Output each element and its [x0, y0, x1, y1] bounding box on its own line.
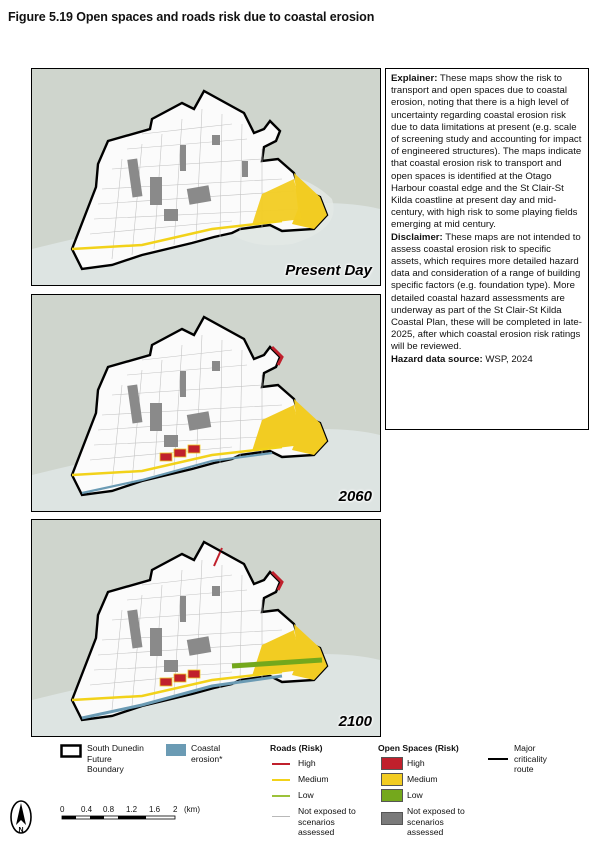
roads-heading: Roads (Risk) [270, 743, 323, 753]
os-none-swatch [381, 812, 403, 825]
os-low-label: Low [407, 790, 423, 800]
scale-tick: 0 [60, 805, 65, 814]
os-medium-label: Medium [407, 774, 438, 784]
map-present-day [31, 68, 381, 286]
map-label: Present Day [285, 262, 372, 279]
map-canvas [32, 295, 380, 511]
scale-tick: 1.2 [126, 805, 138, 814]
north-arrow-icon [9, 799, 33, 835]
scale-bar [58, 806, 188, 820]
scale-tick: 0.8 [103, 805, 115, 814]
map-label: 2100 [338, 713, 372, 730]
source-text: WSP, 2024 [482, 353, 533, 365]
disclaimer-heading: Disclaimer: [391, 231, 443, 243]
os-none-label: Not exposed to scenarios assessed [407, 806, 465, 837]
scale-tick: 1.6 [149, 805, 161, 814]
road-none-label: Not exposed to scenarios assessed [298, 806, 356, 837]
explainer-heading: Explainer: [391, 73, 438, 84]
north-label: N [18, 827, 24, 834]
explainer-panel [385, 68, 589, 430]
road-low-label: Low [298, 790, 314, 800]
map-canvas [32, 520, 380, 736]
disclaimer-text: These maps are not intended to assess coastal erosion risk to specific assets, which requires more detailed hazard data and consideration of a range of building specific factors (e.g. foundation type). More detailed coastal hazard assessments are underway as part of the St Clair-St Kilda Coastal Plan, these will be completed in late-2025, after which coastal erosion risk ratings will be reviewed. [391, 231, 582, 353]
scale-tick: 0.4 [81, 805, 93, 814]
map-2060 [31, 294, 381, 512]
road-high-label: High [298, 758, 316, 768]
major-route-label: Major criticality route [514, 743, 547, 774]
road-low-swatch [272, 795, 290, 797]
figure-title: Figure 5.19 Open spaces and roads risk due to coastal erosion [8, 10, 375, 24]
road-high-swatch [272, 763, 290, 765]
boundary-swatch [60, 744, 82, 758]
os-high-swatch [381, 757, 403, 770]
os-high-label: High [407, 758, 425, 768]
major-route-swatch [488, 758, 508, 760]
source-heading: Hazard data source: [391, 353, 483, 365]
map-label: 2060 [338, 488, 372, 505]
scale-unit: (km) [184, 805, 200, 814]
map-2100 [31, 519, 381, 737]
road-medium-swatch [272, 779, 290, 781]
scale-tick: 2 [173, 805, 178, 814]
coastal-erosion-swatch [166, 744, 186, 756]
legend-boundary-label: South Dunedin Future Boundary [87, 743, 144, 774]
os-medium-swatch [381, 773, 403, 786]
road-medium-label: Medium [298, 774, 329, 784]
legend-erosion-label: Coastal erosion* [191, 743, 223, 764]
map-canvas [32, 69, 380, 285]
explainer-text: These maps show the risk to transport and open spaces due to coastal erosion, noting that there is a high level of uncertainty regarding coastal erosion risk due to data limitations at present (e.g. scale of screening study and accounting for impact of engineered structures). The maps indicate that coastal erosion risk to transport and open spaces is identified at the Otago Harbour coastal edge and the St Clair-St Kilda coastline at present day and mid-century, with high risk to some playing fields emerging at mid century. [391, 73, 582, 231]
road-none-swatch [272, 816, 290, 817]
open-spaces-heading: Open Spaces (Risk) [378, 743, 459, 753]
os-low-swatch [381, 789, 403, 802]
